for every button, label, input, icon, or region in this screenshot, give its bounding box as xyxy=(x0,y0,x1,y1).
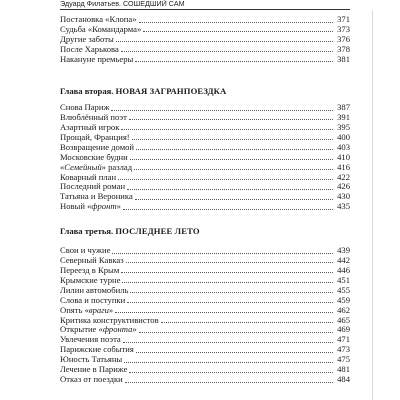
toc-leader-dots xyxy=(115,312,333,313)
toc-leader-dots xyxy=(121,51,333,52)
toc-entry[interactable] xyxy=(60,55,350,65)
toc-leader-dots xyxy=(112,253,333,254)
title-italic: фронт xyxy=(91,201,117,212)
toc-entry-page: 376 xyxy=(337,33,350,44)
toc-leader-dots xyxy=(139,332,333,333)
toc-entry-page: 439 xyxy=(337,244,350,255)
toc-entry-title: Критика конструктивистов xyxy=(60,314,159,325)
toc-entry-title: Накануне премьеры xyxy=(60,53,134,64)
toc-leader-dots xyxy=(118,179,333,180)
toc-entry-title xyxy=(60,202,122,212)
title-italic: фронта xyxy=(102,324,133,335)
toc-entry-title: Московские будни xyxy=(60,151,128,162)
toc-leader-dots xyxy=(132,139,333,140)
toc-entry-title: Лилин автомобиль xyxy=(60,284,129,295)
toc-list-chapter-2 xyxy=(60,103,350,212)
toc-entry-title: Постановка «Клопа» xyxy=(60,13,137,24)
running-header: Эдуард Филатьев. СОШЕДШИЙ САМ xyxy=(60,0,185,8)
chapter-number: Глава третья. xyxy=(60,226,114,236)
toc-leader-dots xyxy=(161,322,333,323)
toc-entry-page: 387 xyxy=(337,101,350,112)
toc-entry-page: 422 xyxy=(337,171,350,182)
toc-entry-title: Северный Кавказ xyxy=(60,254,124,265)
chapter-heading xyxy=(60,86,350,97)
title-prefix: Открытие « xyxy=(60,324,103,335)
toc-entry-title: Юность Татьяны xyxy=(60,354,123,365)
page-edge-line xyxy=(372,10,373,400)
title-prefix: Новый « xyxy=(60,201,92,212)
toc-leader-dots xyxy=(136,149,333,150)
toc-entry-title: Коварный план xyxy=(60,171,117,182)
toc-entry-title: Азартный игрок xyxy=(60,121,120,132)
chapter-title: НОВАЯ ЗАГРАНПОЕЗДКА xyxy=(115,86,227,96)
title-italic: враги xyxy=(88,304,109,315)
title-prefix: « xyxy=(60,161,65,172)
header-rule xyxy=(60,9,350,10)
chapter-title: ПОСЛЕДНЕЕ ЛЕТО xyxy=(115,226,200,236)
toc-entry-title: Возвращение домой xyxy=(60,141,135,152)
toc-leader-dots xyxy=(143,31,333,32)
toc-entry-page: 395 xyxy=(337,121,350,132)
toc-leader-dots xyxy=(135,61,333,62)
toc-leader-dots xyxy=(129,119,333,120)
toc-entry-page: 378 xyxy=(337,43,350,54)
toc-leader-dots xyxy=(125,382,333,383)
toc-list-continuation xyxy=(60,15,350,65)
toc-entry-page: 475 xyxy=(337,354,350,365)
toc-entry-title: Увлечения поэта xyxy=(60,334,121,345)
toc-leader-dots xyxy=(122,282,333,283)
toc-entry[interactable] xyxy=(60,375,350,385)
toc-entry-title: Прощай, Франция! xyxy=(60,131,130,142)
toc-entry-page: 426 xyxy=(337,181,350,192)
toc-leader-dots xyxy=(123,209,333,210)
toc-leader-dots xyxy=(127,189,333,190)
toc-leader-dots xyxy=(130,159,333,160)
toc-entry-title: Последний роман xyxy=(60,181,126,192)
toc-leader-dots xyxy=(130,292,333,293)
title-suffix: » xyxy=(116,201,121,212)
toc-entry-title: Переезд в Крым xyxy=(60,264,120,275)
chapter-number: Глава вторая. xyxy=(60,86,114,96)
title-suffix: » xyxy=(132,324,137,335)
title-italic: Семейный xyxy=(64,161,102,172)
toc-entry-page: 442 xyxy=(337,254,350,265)
toc-entry-title: Татьяна и Вероника xyxy=(60,191,133,202)
toc-entry-title: Слова и поступки xyxy=(60,294,126,305)
toc-entry-page: 403 xyxy=(337,141,350,152)
toc-leader-dots xyxy=(135,199,333,200)
toc-entry-page: 371 xyxy=(337,13,350,24)
toc-leader-dots xyxy=(136,352,333,353)
toc-entry-page: 400 xyxy=(337,131,350,142)
toc-entry-title: После Харькова xyxy=(60,43,119,54)
toc-entry-page: 462 xyxy=(337,304,350,315)
toc-list-chapter-3 xyxy=(60,246,350,385)
toc-entry-page: 373 xyxy=(337,23,350,34)
toc-leader-dots xyxy=(111,110,333,111)
toc-entry-page: 484 xyxy=(337,374,350,385)
toc-leader-dots xyxy=(127,302,333,303)
toc-entry-title: Парижские события xyxy=(60,344,134,355)
title-prefix: Опять « xyxy=(60,304,89,315)
toc-entry-title: Свои и чужие xyxy=(60,244,111,255)
title-suffix: » xyxy=(108,304,114,315)
toc-leader-dots xyxy=(123,342,333,343)
toc-entry-title: Отказ от поездки xyxy=(60,374,123,385)
toc-entry-title: Судьба «Командарма» xyxy=(60,23,142,34)
toc-entry-page: 430 xyxy=(337,191,350,202)
toc-entry-title: Влюблённый поэт xyxy=(60,111,127,122)
chapter-heading xyxy=(60,226,350,237)
toc-leader-dots xyxy=(121,272,333,273)
toc-entry-page: 381 xyxy=(337,53,350,64)
toc-entry-page: 465 xyxy=(337,314,350,325)
title-suffix: » разлад xyxy=(101,161,133,172)
toc-entry-page: 446 xyxy=(337,264,350,275)
toc-entry-page: 410 xyxy=(337,151,350,162)
toc-entry-page: 435 xyxy=(337,201,350,212)
toc-entry-title: Крымские турне xyxy=(60,274,121,285)
toc-leader-dots xyxy=(129,372,333,373)
toc-leader-dots xyxy=(139,22,334,23)
toc-entry[interactable] xyxy=(60,202,350,212)
toc-leader-dots xyxy=(124,362,333,363)
toc-entry-title: Другие заботы xyxy=(60,33,114,44)
toc-entry-page: 391 xyxy=(337,111,350,122)
toc-leader-dots xyxy=(134,169,333,170)
toc-entry-title: Снова Париж xyxy=(60,101,110,112)
toc-entry-title: Лечение в Париже xyxy=(60,364,128,375)
toc-leader-dots xyxy=(126,262,333,263)
toc-entry-page: 451 xyxy=(337,274,350,285)
toc-leader-dots xyxy=(121,129,333,130)
toc-entry-page: 481 xyxy=(337,364,350,375)
toc-entry-page: 459 xyxy=(337,294,350,305)
toc-entry-page: 416 xyxy=(337,161,350,172)
toc-entry-page: 471 xyxy=(337,334,350,345)
toc-entry-page: 469 xyxy=(337,324,350,335)
toc-leader-dots xyxy=(116,41,333,42)
toc-entry-page: 455 xyxy=(337,284,350,295)
toc-entry-page: 473 xyxy=(337,344,350,355)
